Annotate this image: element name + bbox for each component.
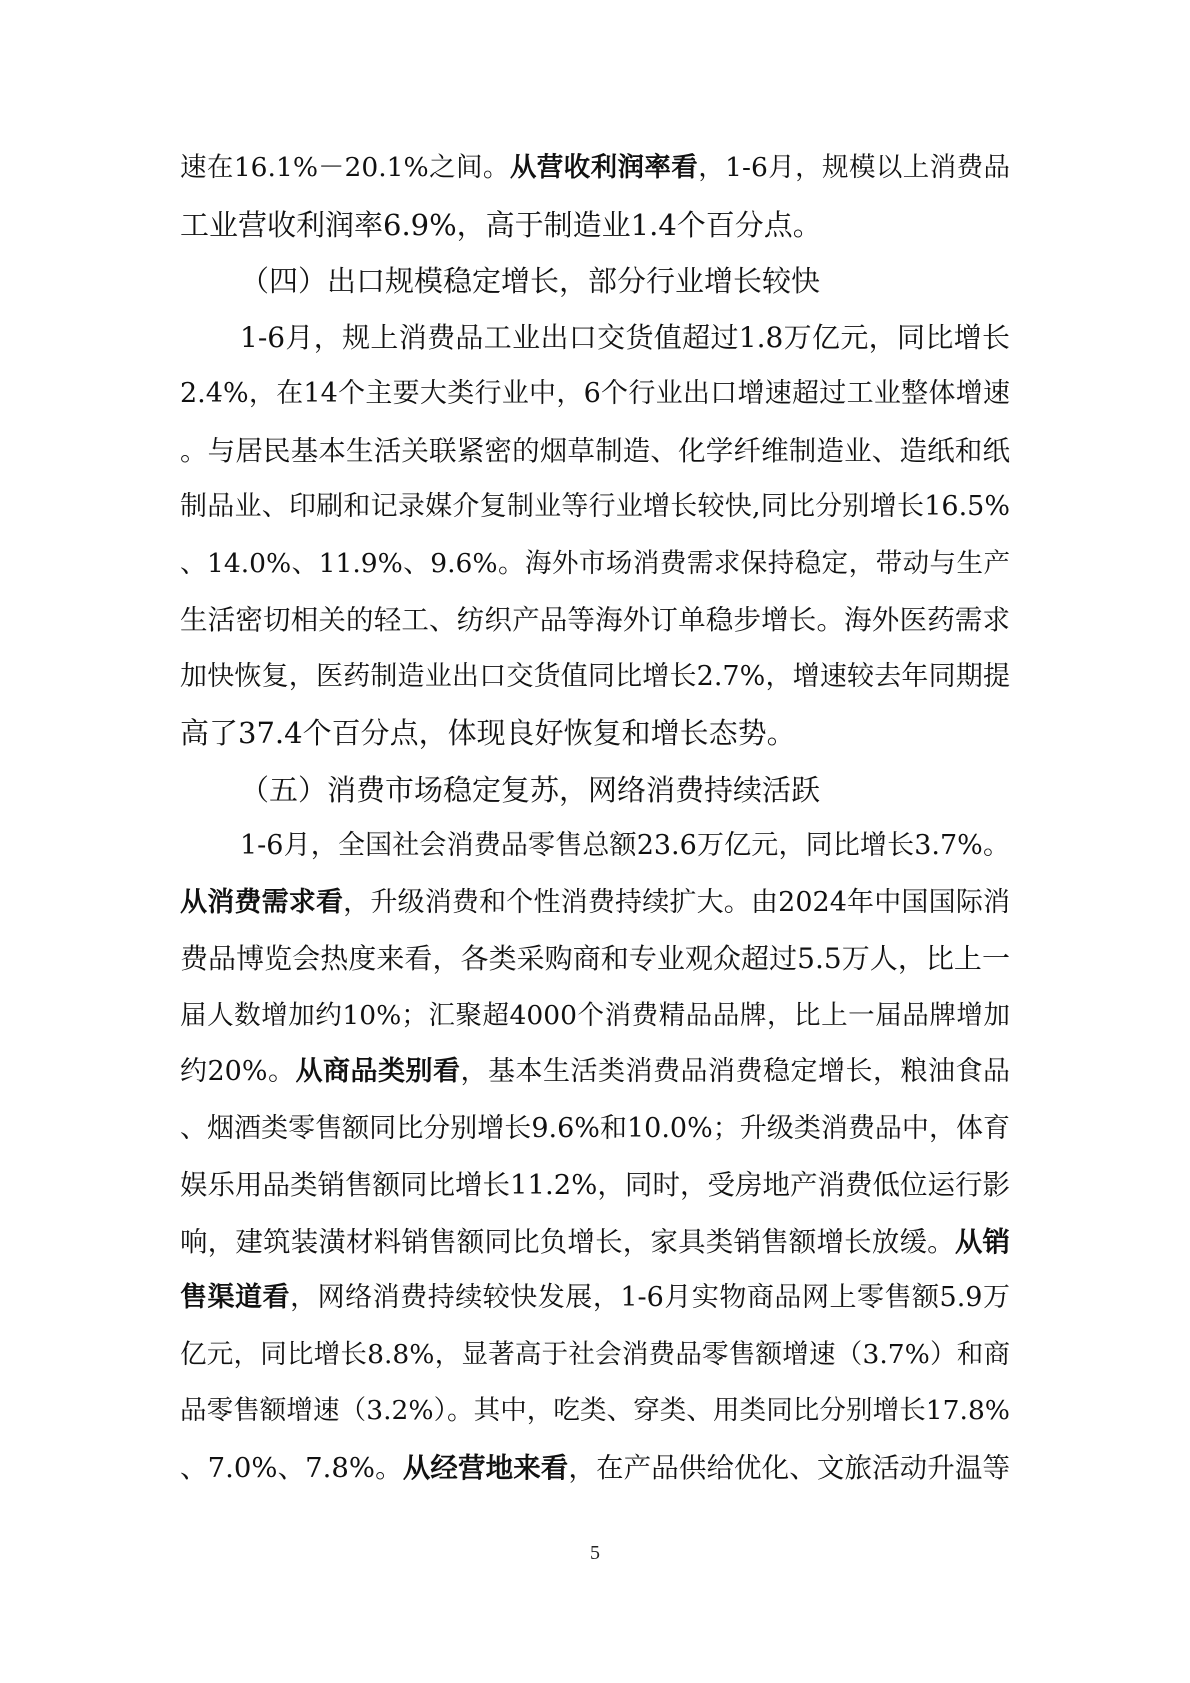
text-run: 、烟酒类零售额同比分别增长9.6%和10.0%；升级类消费品中，体育 xyxy=(180,1112,1010,1144)
text-run: ，在产品供给优化、文旅活动升温等 xyxy=(568,1451,1011,1484)
text-line xyxy=(180,1327,1010,1384)
bold-phrase: 从销 xyxy=(954,1225,1011,1258)
text-run: 、7.0%、7.8%。 xyxy=(180,1451,403,1484)
text-line xyxy=(180,310,1010,367)
bold-phrase: 从商品类别看 xyxy=(295,1056,461,1087)
text-line xyxy=(180,875,1010,932)
section-heading xyxy=(180,253,1010,310)
text-line xyxy=(180,818,1010,875)
text-run: 高了37.4个百分点，体现良好恢复和增长态势。 xyxy=(180,716,796,750)
text-run: 1-6月，规上消费品工业出口交货值超过1.8万亿元，同比增长 xyxy=(240,320,1010,354)
text-line xyxy=(180,1440,1010,1497)
text-line xyxy=(180,479,1010,536)
text-line xyxy=(180,1101,1010,1158)
text-run: 加快恢复，医药制造业出口交货值同比增长2.7%，增速较去年同期提 xyxy=(180,660,1010,692)
text-run: 制品业、印刷和记录媒介复制业等行业增长较快,同比分别增长16.5% xyxy=(180,491,1010,522)
text-run: 1-6月，全国社会消费品零售总额23.6万亿元，同比增长3.7%。 xyxy=(240,830,1010,861)
text-run: 响，建筑装潢材料销售额同比负增长，家具类销售额增长放缓。 xyxy=(180,1225,955,1258)
text-run: 亿元，同比增长8.8%，显著高于社会消费品零售额增速（3.7%）和商 xyxy=(180,1338,1010,1370)
text-run: 工业营收利润率6.9%，高于制造业1.4个百分点。 xyxy=(180,207,822,242)
heading-text: （四）出口规模稳定增长，部分行业增长较快 xyxy=(240,264,821,298)
text-line xyxy=(180,931,1010,988)
page-number: 5 xyxy=(590,1542,600,1564)
text-line xyxy=(180,197,1010,254)
body-text xyxy=(180,140,1010,1496)
text-run: ，基本生活类消费品消费稳定增长，粮油食品 xyxy=(460,1056,1011,1087)
bold-phrase: 售渠道看 xyxy=(180,1282,291,1313)
text-run: ，1-6月，规模以上消费品 xyxy=(698,152,1010,183)
text-run: 品零售额增速（3.2%）。其中，吃类、穿类、用类同比分别增长17.8% xyxy=(180,1395,1010,1426)
text-line xyxy=(180,1044,1010,1101)
text-line xyxy=(180,649,1010,706)
section-heading xyxy=(180,762,1010,819)
text-run: 约20%。 xyxy=(180,1056,296,1087)
text-line xyxy=(180,1214,1010,1271)
heading-text: （五）消费市场稳定复苏，网络消费持续活跃 xyxy=(240,772,821,807)
text-line xyxy=(180,1157,1010,1214)
text-run: 2.4%，在14个主要大类行业中，6个行业出口增速超过工业整体增速 xyxy=(180,378,1010,409)
text-run: 娱乐用品类销售额同比增长11.2%，同时，受房地产消费低位运行影 xyxy=(180,1169,1010,1201)
bold-phrase: 从经营地来看 xyxy=(402,1451,569,1484)
text-run: ，网络消费持续较快发展，1-6月实物商品网上零售额5.9万 xyxy=(290,1282,1011,1313)
text-run: 费品博览会热度来看，各类采购商和专业观众超过5.5万人，比上一 xyxy=(180,942,1010,975)
text-line xyxy=(180,705,1010,762)
text-line xyxy=(180,988,1010,1045)
text-run: ，升级消费和个性消费持续扩大。由2024年中国国际消 xyxy=(343,886,1011,918)
text-line xyxy=(180,1270,1010,1327)
text-run: 。与居民基本生活关联紧密的烟草制造、化学纤维制造业、造纸和纸 xyxy=(180,434,1010,467)
bold-phrase: 从营收利润率看 xyxy=(509,152,699,183)
text-line xyxy=(180,1383,1010,1440)
text-run: 生活密切相关的轻工、纺织产品等海外订单稳步增长。海外医药需求 xyxy=(180,604,1010,636)
text-line xyxy=(180,366,1010,423)
text-line xyxy=(180,140,1010,197)
text-run: 届人数增加约10%；汇聚超4000个消费精品品牌，比上一届品牌增加 xyxy=(180,999,1010,1031)
text-line xyxy=(180,423,1010,480)
bold-phrase: 从消费需求看 xyxy=(180,886,344,918)
text-line xyxy=(180,536,1010,593)
text-run: 速在16.1%－20.1%之间。 xyxy=(180,152,510,183)
text-line xyxy=(180,592,1010,649)
text-run: 、14.0%、11.9%、9.6%。海外市场消费需求保持稳定，带动与生产 xyxy=(180,547,1010,579)
